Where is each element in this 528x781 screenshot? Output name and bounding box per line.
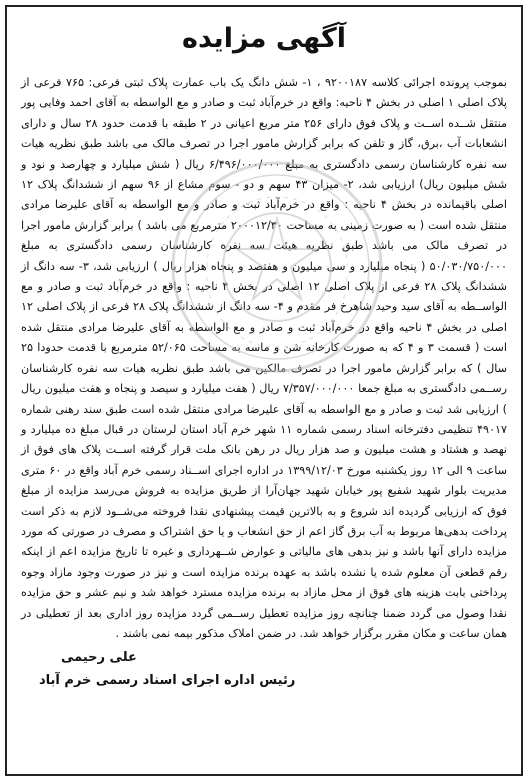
- notice-body: بموجب پرونده اجرائی کلاسه ۹۲۰۰۱۸۷ ، ۱- شش دانگ یک باب عمارت پلاک ثبتی فرعی: ۷۶۵ فرعی از پلاک اصلی ۱ اصلی در بخش ۴ ناحیه: واقع در خرم‌آباد ثبت و صادر و مع الواسطه به آقای احمد وفایی پور منتقل شــده اســت و پلاک فوق دارای ۲۵۶ متر مربع اعیانی در ۲ طبقه با قدمت حدود ۲۸ سال و دارای انشعابات آب ،برق، گاز و تلفن که برابر گزارش مامور اجرا در تصرف مالک می باشد طبق نظریه هیات سه نفره کارشناسان رسمی دادگستری به مبلغ ۶/۴۹۶/۰۰۰/۰۰۰ ریال ( شش میلیارد و چهارصد و نود و شش میلیون ریال) ارزیابی شد، ۲- میزان ۴۳ سهم و دو - سوم مشاع از ۹۶ سهم از ششدانگ پلاک ۱۲ اصلی باقیمانده در بخش ۴ ناحیه : واقع در خرم‌آباد ثبت و صادر و مع الواسطه به آقای علیرضا مرادی منتقل شده است ( به صورت زمینی به مساحت ۲۰۰۰۱۲/۳۰ مترمربع می باشد ) برابر گزارش مامور اجرا در تصرف مالک می باشد طبق نظریه هیئت سه نفره کارشناسان رسمی دادگستری به مبلغ ۵۰/۰۳۰/۷۵۰/۰۰۰ ( پنجاه میلیارد و سی میلیون و هفتصد و پنجاه هزار ریال ) ارزیابی شد، ۳- سه دانگ از ششدانگ پلاک ۲۸ فرعی از پلاک اصلی ۱۲ اصلی در بخش ۴ ناحیه : واقع در خرم‌آباد ثبت و صادر و مع الواســطه به آقای سید وحید شاهرخ فر مقدم و ۴- سه دانگ از ششدانگ پلاک ۲۸ فرعی از پلاک اصلی ۱۲ اصلی در بخش ۴ ناحیه واقع در خرم‌آباد ثبت و صادر و مع الواسطه به آقای علیرضا مرادی منتقل شده است ( قسمت ۳ و ۴ که به صورت کارخانه شن و ماسه به مساحت ۵۲/۰۶۵ مترمربع با قدمت حدودا ۲۵ سال ) که برابر گزارش مامور اجرا در تصرف مالکین می باشد طبق نظریه هیات سه نفره کارشناسان رســمی دادگستری به مبلغ جمعا ۷/۳۵۷/۰۰۰/۰۰۰ ریال ( هفت میلیارد و سیصد و پنجاه و هفت میلیون ریال ) ارزیابی شد ثبت و صادر و مع الواسطه به آقای علیرضا مرادی منتقل شده است طبق سند رهنی شماره ۴۹۰۱۷ تنظیمی دفترخانه اسناد رسمی شماره ۱۱ شهر خرم آباد استان لرستان در قبال مبلغ ده میلیارد و نهصد و هشتاد و هشت میلیون و صد هزار ریال در رهن بانک ملت قرار گرفته اســت پلاک های فوق از ساعت ۹ الی ۱۲ روز یکشنبه مورخ ۱۳۹۹/۱۲/۰۳ در اداره اجرای اســناد رسمی خرم آباد واقع در ۶۰ متری مدیریت بلوار شهید شفیع پور خیابان شهید جهان‌آرا از طریق مزایده به فروش می‌رسد مزایده از مبلغ فوق که ارزیابی گردیده اند شروع و به بالاترین قیمت پیشنهادی نقدا فروخته می‌شــود لازم به ذکر است پرداخت بدهی‌ها مربوط به آب برق گاز اعم از حق انشعاب و یا حق اشتراک و مصرف در صورتی که مورد مزایده دارای آنها باشد و نیز بدهی های مالیاتی و عوارض شــهرداری و غیره تا تاریخ مزایده اعم از اینکه رقم قطعی آن معلوم شده یا نشده باشد به عهده برنده مزایده است و نیز در صورت وجود مازاد وجوه پرداختی بابت هزینه های فوق از محل مازاد به برنده مزایده مسترد خواهد شد و نیم عشر و حق مزایده نقدا وصول می گردد ضمنا چنانچه روز مزایده تعطیل رســمی گردد مزایده روز اداری بعد از تعطیلی در همان ساعت و مکان مقرر برگزار خواهد شد. در ضمن املاک مذکور بیمه نمی باشند .: [21, 76, 508, 640]
- notice-frame: [5, 5, 523, 776]
- signer-title: رئیس اداره اجرای اسناد رسمی خرم آباد: [39, 673, 296, 689]
- signer-name: علی رحیمی: [61, 650, 137, 666]
- notice-title: آگهی مزایده: [182, 23, 346, 54]
